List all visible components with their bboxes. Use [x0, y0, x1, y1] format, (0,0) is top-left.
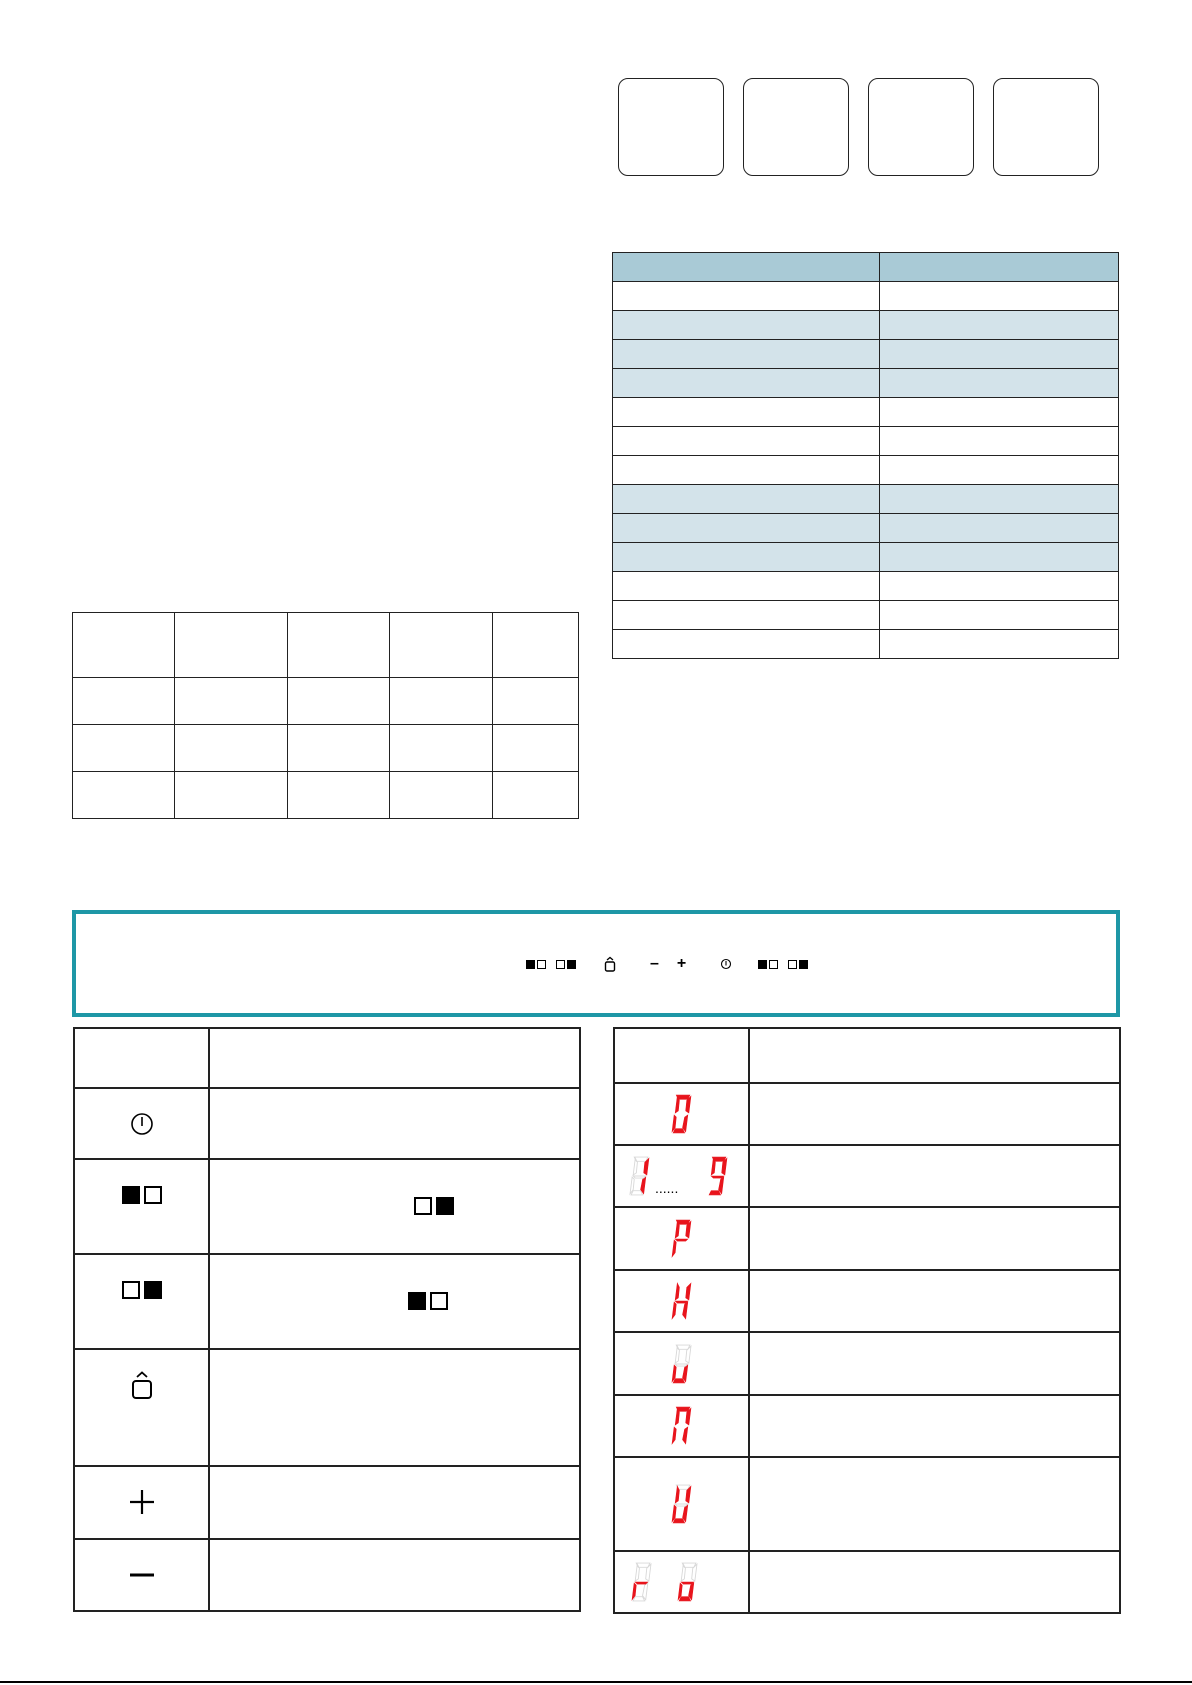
right-zone-select-icon — [412, 1197, 456, 1215]
segment-f — [633, 1158, 637, 1175]
table-row — [613, 456, 1119, 485]
left-zone-select-icon[interactable] — [526, 960, 548, 969]
cookware-box-4 — [993, 78, 1099, 176]
power-icon — [130, 1112, 154, 1136]
display-digit-1-to-9 — [627, 1151, 737, 1201]
segment-f — [675, 1408, 679, 1425]
segment-d — [673, 1129, 685, 1133]
table-row — [613, 340, 1119, 369]
segment-d — [679, 1597, 691, 1601]
segment-b — [645, 1564, 650, 1581]
segment-f — [675, 1283, 679, 1300]
lock-icon[interactable] — [604, 956, 616, 972]
right-zone-select-icon[interactable] — [556, 960, 578, 969]
table-row — [614, 1028, 1120, 1083]
table-row — [613, 369, 1119, 398]
segment-g — [633, 1176, 646, 1178]
segment-b — [691, 1564, 696, 1581]
lock-icon — [131, 1370, 153, 1400]
segment-f — [675, 1346, 679, 1363]
segment-f — [635, 1564, 639, 1581]
table-row — [613, 601, 1119, 630]
segment-e — [672, 1302, 676, 1319]
segment-g — [635, 1582, 648, 1584]
plus-icon[interactable]: + — [676, 955, 687, 972]
segment-d — [673, 1378, 685, 1382]
segment-g — [675, 1504, 688, 1506]
table-row — [614, 1207, 1120, 1270]
table-row — [614, 1457, 1120, 1551]
table-row — [73, 772, 579, 819]
display-digit-u — [662, 1339, 702, 1389]
segment-g — [681, 1582, 694, 1584]
control-panel-icons — [526, 954, 810, 974]
table-row — [73, 725, 579, 772]
cookware-box-1 — [618, 78, 724, 176]
controls-table — [73, 1027, 581, 1612]
table-row — [73, 613, 579, 678]
minus-icon[interactable]: – — [650, 955, 659, 972]
display-digit-n — [662, 1401, 702, 1451]
right-zone-select-icon — [75, 1255, 208, 1305]
segment-c — [682, 1427, 687, 1444]
segment-g — [675, 1301, 688, 1303]
segment-f — [711, 1158, 715, 1175]
left-zone-select-icon[interactable] — [758, 960, 780, 969]
table-row — [613, 282, 1119, 311]
table-row — [74, 1466, 580, 1539]
table-row — [613, 543, 1119, 572]
table-row — [613, 253, 1119, 282]
table-row — [614, 1551, 1120, 1613]
segment-g — [675, 1364, 688, 1366]
display-codes-table — [613, 1027, 1121, 1614]
segment-f — [681, 1564, 685, 1581]
minus-icon — [129, 1572, 155, 1578]
segment-g — [711, 1176, 724, 1178]
segment-c — [682, 1505, 687, 1522]
plus-icon — [129, 1489, 155, 1515]
segment-b — [685, 1283, 690, 1300]
segment-c — [682, 1365, 687, 1382]
segment-e — [632, 1583, 636, 1600]
segment-d — [709, 1191, 721, 1195]
table-row — [74, 1254, 580, 1349]
segment-f — [675, 1096, 679, 1113]
table-row — [614, 1332, 1120, 1395]
segment-c — [682, 1115, 687, 1132]
display-digit-U — [662, 1479, 702, 1529]
segment-b — [643, 1158, 648, 1175]
table-row — [613, 398, 1119, 427]
table-row — [74, 1349, 580, 1466]
range-dots: ...... — [654, 1180, 678, 1196]
segment-f — [675, 1486, 679, 1503]
table-row — [614, 1145, 1120, 1207]
table-row — [613, 572, 1119, 601]
segment-b — [685, 1486, 690, 1503]
segment-c — [682, 1302, 687, 1319]
power-level-table — [612, 252, 1119, 659]
segment-c — [718, 1177, 723, 1194]
table-row — [613, 514, 1119, 543]
segment-e — [672, 1427, 676, 1444]
segment-f — [675, 1221, 679, 1238]
table-row — [614, 1270, 1120, 1332]
power-icon[interactable] — [720, 958, 732, 970]
table-row — [613, 311, 1119, 340]
table-row — [74, 1088, 580, 1159]
table-row — [74, 1028, 580, 1088]
segment-b — [685, 1346, 690, 1363]
control-panel — [72, 910, 1120, 1017]
segment-d — [673, 1519, 685, 1523]
table-row — [614, 1395, 1120, 1457]
cookware-box-2 — [743, 78, 849, 176]
segment-c — [688, 1583, 693, 1600]
display-digit-P — [662, 1214, 702, 1264]
table-row — [73, 678, 579, 725]
table-row — [613, 427, 1119, 456]
display-digit-H — [662, 1276, 702, 1326]
segment-e — [630, 1177, 634, 1194]
display-digit-ro — [627, 1557, 737, 1607]
segment-g — [675, 1239, 688, 1241]
segment-d — [631, 1191, 643, 1195]
table-row — [74, 1159, 580, 1254]
zone-table — [72, 612, 579, 819]
left-zone-select-icon — [406, 1292, 450, 1310]
right-zone-select-icon[interactable] — [788, 960, 810, 969]
segment-d — [633, 1597, 645, 1601]
segment-e — [672, 1240, 676, 1257]
cookware-box-3 — [868, 78, 974, 176]
table-row — [613, 485, 1119, 514]
table-row — [74, 1539, 580, 1611]
left-zone-select-icon — [75, 1160, 208, 1210]
table-row — [614, 1083, 1120, 1145]
display-digit-0 — [662, 1089, 702, 1139]
page-bottom-rule — [0, 1681, 1192, 1683]
table-row — [613, 630, 1119, 659]
